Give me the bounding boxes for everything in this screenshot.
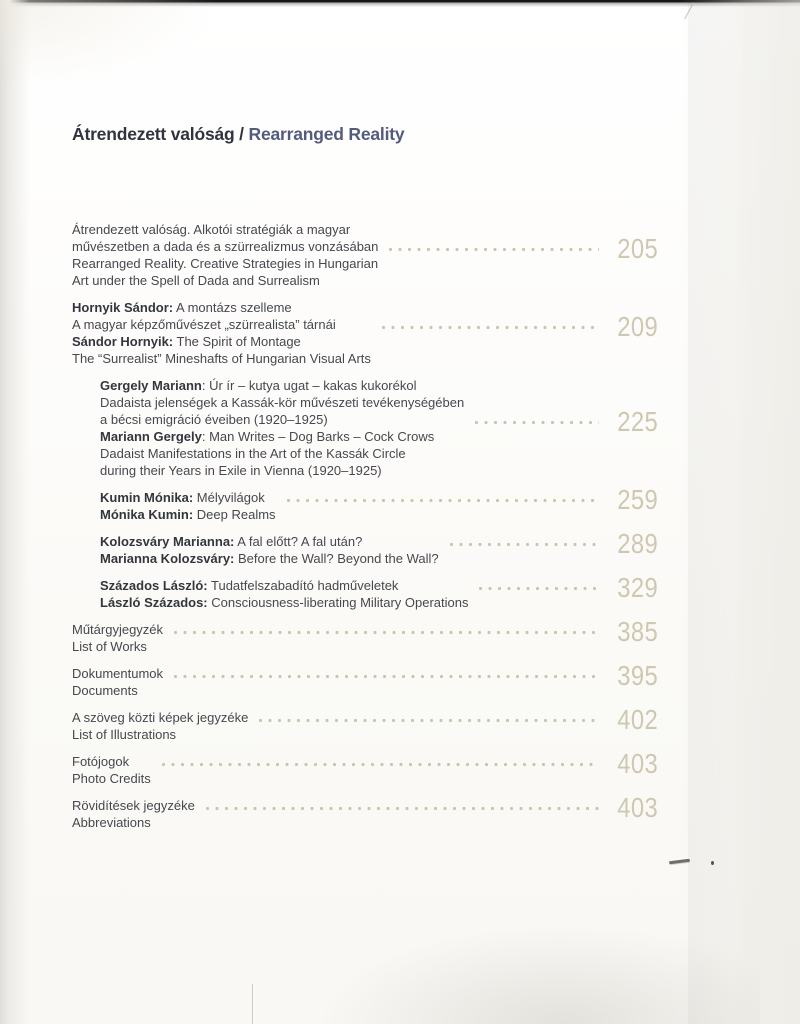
toc-entry bbox=[72, 299, 658, 367]
entry-title-lines bbox=[72, 621, 163, 655]
leader bbox=[161, 748, 658, 779]
entry-line bbox=[72, 770, 151, 787]
entry-line bbox=[100, 533, 439, 550]
entry-text-segment: : Úr ír – kutya ugat – kakas kukorékol bbox=[201, 378, 417, 393]
entry-title-lines bbox=[100, 377, 464, 479]
entry-text-segment: during their Years in Exile in Vienna (1920–1925) bbox=[100, 463, 382, 478]
entry-title-lines bbox=[72, 753, 151, 787]
page-number: 205 bbox=[617, 233, 658, 264]
leader bbox=[286, 484, 658, 515]
author-name: László Százados: bbox=[100, 595, 208, 610]
leader-dots bbox=[388, 247, 598, 252]
author-name: Gergely Mariann bbox=[100, 378, 202, 393]
page-number: 395 bbox=[617, 660, 658, 691]
page-number: 209 bbox=[617, 311, 658, 342]
leader bbox=[381, 311, 658, 342]
leader-dots bbox=[474, 420, 599, 425]
scan-left-edge-shadow bbox=[0, 0, 30, 1024]
entry-text-segment: A magyar képzőművészet „szürrealista” tárnái bbox=[72, 317, 336, 332]
page-title-separator: / bbox=[234, 124, 249, 144]
entry-text-segment: Tudatfelszabadító hadműveletek bbox=[207, 578, 399, 593]
entry-line bbox=[72, 638, 163, 655]
toc-entry bbox=[72, 704, 658, 743]
toc-entry bbox=[72, 572, 658, 611]
page-number: 259 bbox=[617, 484, 658, 515]
entry-line bbox=[72, 797, 195, 814]
page-number: 329 bbox=[617, 572, 658, 603]
page-number: 403 bbox=[617, 792, 658, 823]
leader bbox=[478, 572, 658, 603]
entry-line bbox=[72, 255, 378, 272]
toc-entry bbox=[72, 377, 658, 479]
scan-streak bbox=[252, 984, 253, 1024]
entry-title-lines bbox=[100, 577, 468, 611]
entry-line bbox=[72, 726, 248, 743]
toc-entry bbox=[72, 484, 658, 523]
toc-entry bbox=[72, 221, 658, 289]
entry-title-lines bbox=[100, 489, 276, 523]
leader-dots bbox=[286, 498, 599, 503]
page-title bbox=[72, 124, 404, 145]
page-title-english: Rearranged Reality bbox=[248, 124, 405, 144]
entry-line bbox=[72, 238, 378, 255]
toc-entry bbox=[72, 660, 658, 699]
toc-list bbox=[72, 221, 658, 841]
entry-line bbox=[72, 350, 371, 367]
entry-line bbox=[72, 316, 371, 333]
entry-line bbox=[72, 299, 371, 316]
entry-text-segment: a bécsi emigráció éveiben (1920–1925) bbox=[100, 412, 328, 427]
scan-corner-tint bbox=[0, 0, 220, 90]
entry-line bbox=[72, 621, 163, 638]
author-name: Hornyik Sándor: bbox=[72, 300, 174, 315]
page-title-hungarian: Átrendezett valóság bbox=[72, 124, 235, 144]
leader-dots bbox=[258, 718, 598, 723]
leader bbox=[388, 233, 658, 264]
entry-text-segment: A szöveg közti képek jegyzéke bbox=[72, 710, 249, 725]
entry-text-segment: A fal előtt? A fal után? bbox=[234, 534, 363, 549]
entry-line bbox=[100, 428, 464, 445]
author-name: Mariann Gergely bbox=[100, 429, 202, 444]
entry-text-segment: Consciousness-liberating Military Operations bbox=[207, 595, 469, 610]
entry-title-lines bbox=[72, 299, 371, 367]
entry-text-segment: művészetben a dada és a szürrealizmus vonzásában bbox=[72, 239, 379, 254]
entry-line bbox=[100, 394, 464, 411]
entry-line bbox=[72, 272, 378, 289]
entry-line bbox=[72, 753, 151, 770]
entry-line bbox=[72, 665, 163, 682]
page-number: 289 bbox=[617, 528, 658, 559]
entry-line bbox=[72, 814, 195, 831]
entry-title-lines bbox=[72, 221, 378, 289]
entry-text-segment: Mélyvilágok bbox=[193, 490, 265, 505]
entry-line bbox=[100, 445, 464, 462]
leader bbox=[258, 704, 658, 735]
entry-text-segment: Átrendezett valóság. Alkotói stratégiák a magyar bbox=[72, 222, 351, 237]
entry-line bbox=[100, 550, 439, 567]
leader-dots bbox=[381, 325, 599, 330]
entry-title-lines bbox=[72, 709, 248, 743]
entry-text-segment: Dokumentumok bbox=[72, 666, 164, 681]
entry-text-segment: Dadaist Manifestations in the Art of the Kassák Circle bbox=[100, 446, 406, 461]
author-name: Kolozsváry Marianna: bbox=[100, 534, 235, 549]
entry-text-segment: Rearranged Reality. Creative Strategies in Hungarian bbox=[72, 256, 379, 271]
author-name: Mónika Kumin: bbox=[100, 507, 194, 522]
leader-dots bbox=[161, 762, 599, 767]
print-smudge-dot bbox=[711, 861, 714, 865]
entry-text-segment: Műtárgyjegyzék bbox=[72, 622, 164, 637]
entry-text-segment: : Man Writes – Dog Barks – Cock Crows bbox=[201, 429, 435, 444]
entry-text-segment: Fotójogok bbox=[72, 754, 130, 769]
entry-text-segment: A montázs szelleme bbox=[173, 300, 292, 315]
author-name: Kumin Mónika: bbox=[100, 490, 194, 505]
author-name: Százados László: bbox=[100, 578, 208, 593]
leader-dots bbox=[173, 674, 599, 679]
leader-dots bbox=[205, 806, 599, 811]
author-name: Marianna Kolozsváry: bbox=[100, 551, 235, 566]
entry-line bbox=[100, 462, 464, 479]
entry-title-lines bbox=[72, 797, 195, 831]
entry-title-lines bbox=[72, 665, 163, 699]
entry-text-segment: Deep Realms bbox=[193, 507, 276, 522]
leader bbox=[205, 792, 658, 823]
entry-line bbox=[72, 709, 248, 726]
entry-text-segment: Dadaista jelenségek a Kassák-kör művészeti tevékenységében bbox=[100, 395, 465, 410]
entry-text-segment: Photo Credits bbox=[72, 771, 151, 786]
entry-line bbox=[100, 377, 464, 394]
page-number: 402 bbox=[617, 704, 658, 735]
page-number: 225 bbox=[617, 406, 658, 437]
entry-line bbox=[100, 594, 468, 611]
entry-line bbox=[100, 411, 464, 428]
entry-text-segment: List of Works bbox=[72, 639, 147, 654]
leader bbox=[173, 660, 658, 691]
toc-entry bbox=[72, 528, 658, 567]
entry-line bbox=[72, 221, 378, 238]
entry-line bbox=[72, 333, 371, 350]
entry-title-lines bbox=[100, 533, 439, 567]
entry-text-segment: Abbreviations bbox=[72, 815, 151, 830]
author-name: Sándor Hornyik: bbox=[72, 334, 174, 349]
entry-line bbox=[100, 489, 276, 506]
leader bbox=[173, 616, 658, 647]
entry-text-segment: Art under the Spell of Dada and Surrealism bbox=[72, 273, 320, 288]
entry-line bbox=[100, 506, 276, 523]
entry-text-segment: Rövidítések jegyzéke bbox=[72, 798, 195, 813]
toc-entry bbox=[72, 616, 658, 655]
entry-line bbox=[72, 682, 163, 699]
entry-line bbox=[100, 577, 468, 594]
scan-page-curve bbox=[688, 0, 734, 1024]
leader-dots bbox=[478, 586, 598, 591]
entry-text-segment: The “Surrealist” Mineshafts of Hungarian Visual Arts bbox=[72, 351, 371, 366]
page-number: 403 bbox=[617, 748, 658, 779]
entry-text-segment: List of Illustrations bbox=[72, 727, 177, 742]
entry-text-segment: Documents bbox=[72, 683, 138, 698]
page-number: 385 bbox=[617, 616, 658, 647]
leader bbox=[449, 528, 658, 559]
toc-entry bbox=[72, 748, 658, 787]
leader bbox=[474, 406, 658, 437]
entry-text-segment: The Spirit of Montage bbox=[173, 334, 301, 349]
entry-text-segment: Before the Wall? Beyond the Wall? bbox=[234, 551, 439, 566]
leader-dots bbox=[173, 630, 599, 635]
leader-dots bbox=[449, 542, 599, 547]
toc-entry bbox=[72, 792, 658, 831]
scan-bottom-shadow bbox=[320, 924, 760, 1024]
